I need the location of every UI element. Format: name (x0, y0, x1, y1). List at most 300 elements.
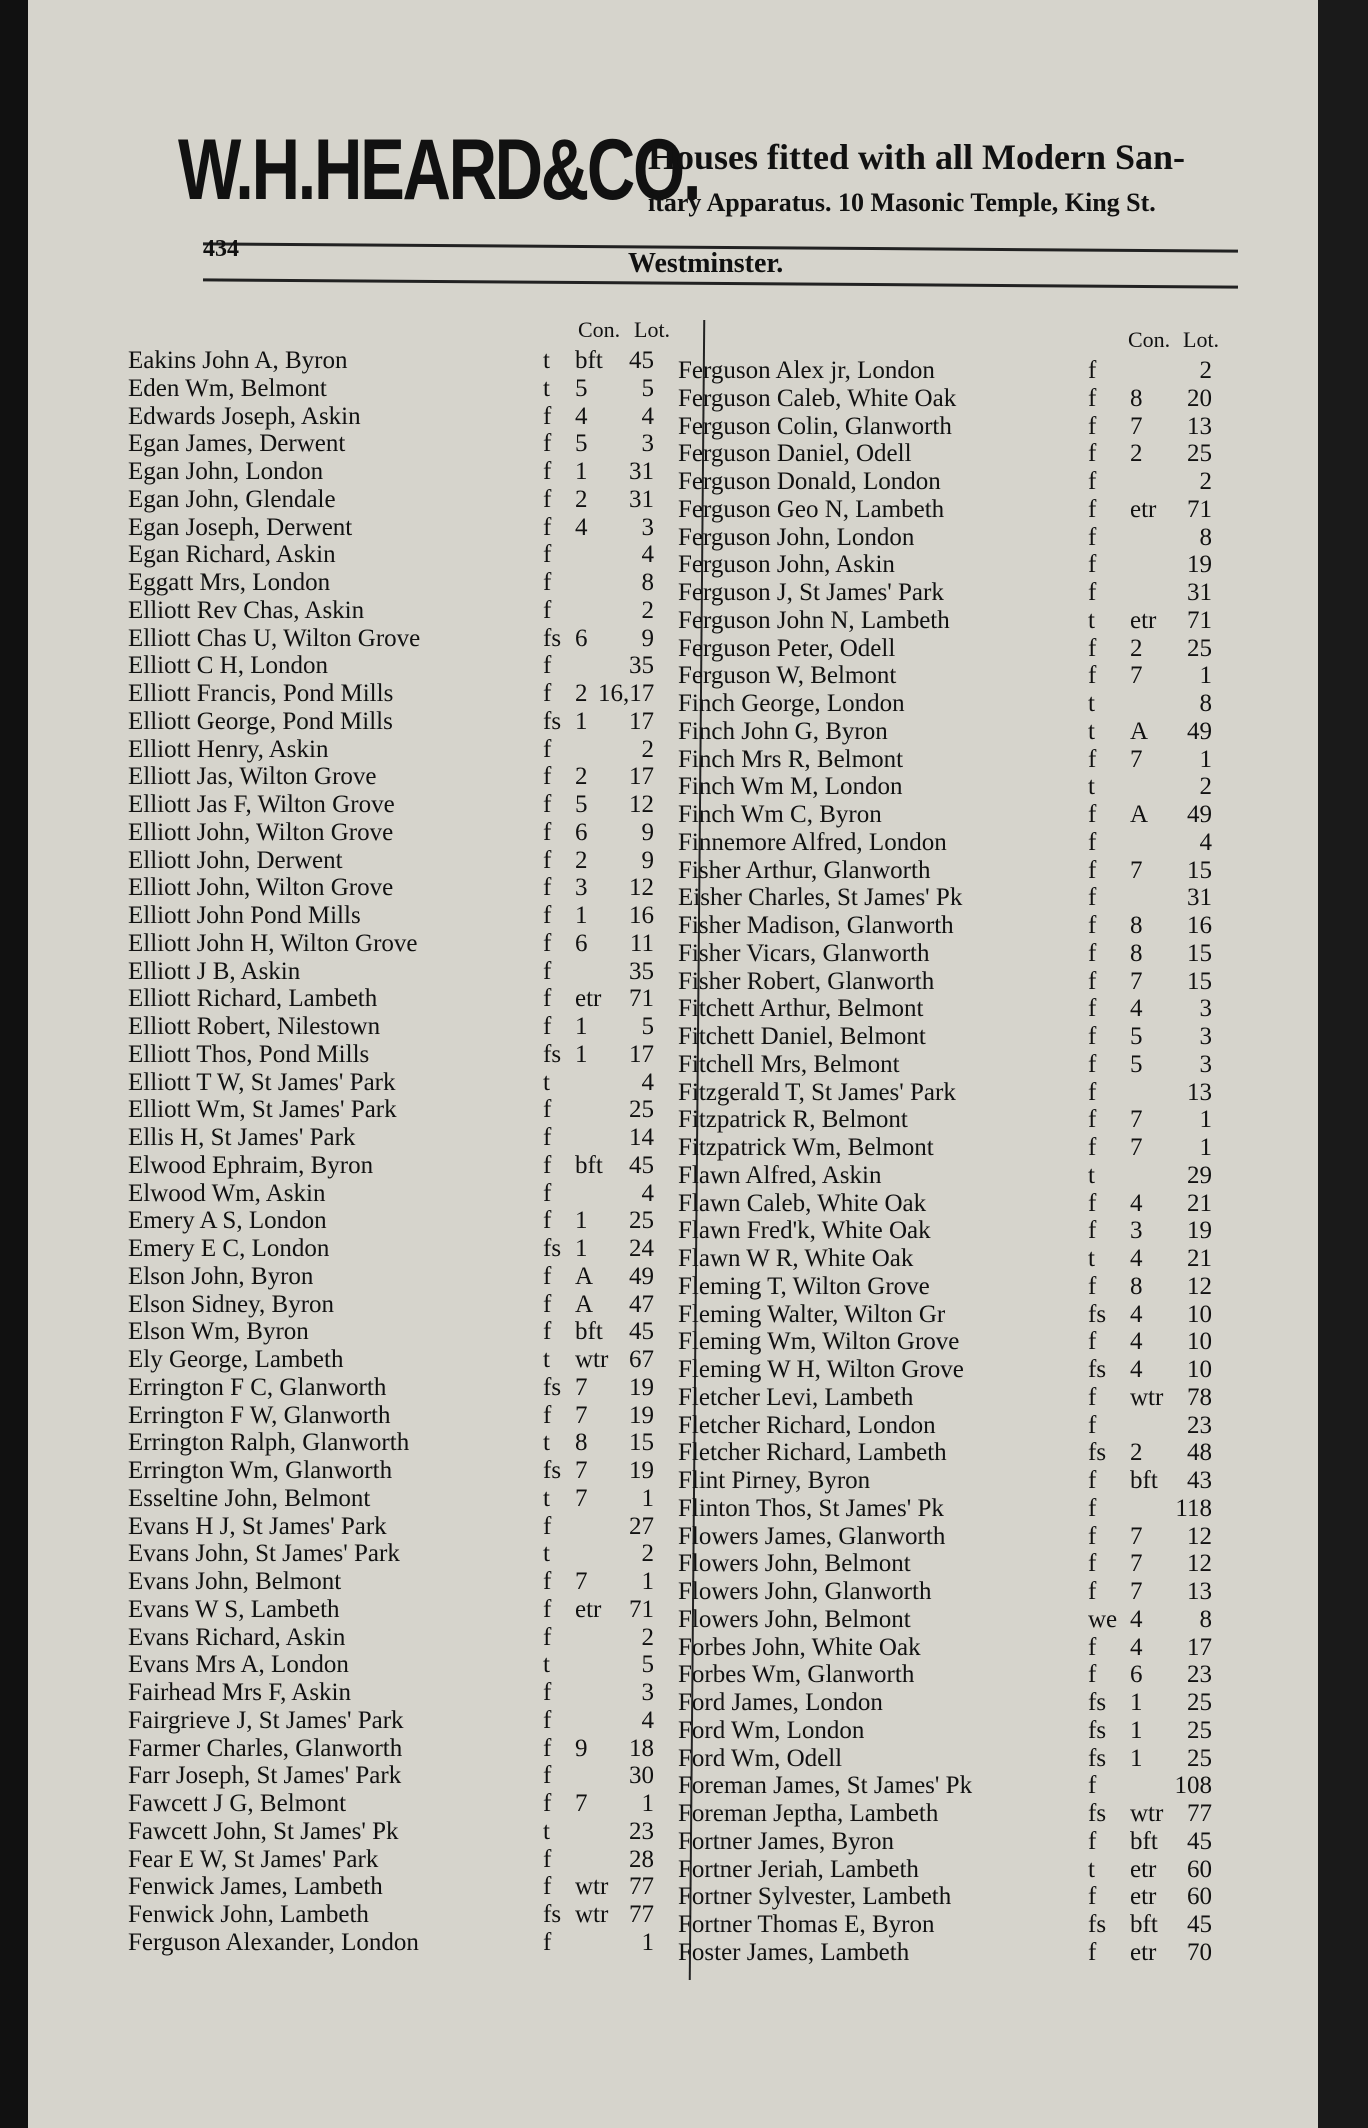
entry-lot: 45 (629, 347, 654, 374)
directory-entry (128, 985, 688, 1013)
entry-name: Errington F W, Glanworth (128, 1401, 391, 1429)
entry-type: fs (1088, 1800, 1107, 1827)
entry-concession: 5 (1130, 1050, 1143, 1078)
entry-type: f (543, 1179, 552, 1207)
entry-name: Fortner Thomas E, Byron (678, 1911, 935, 1938)
entry-name: Elliott Robert, Nilestown (128, 1013, 381, 1040)
entry-lot: 3 (641, 1679, 654, 1706)
entry-name: Elliott John H, Wilton Grove (128, 929, 418, 957)
entry-lot: 1 (641, 1790, 654, 1817)
entry-type: f (1088, 1522, 1097, 1550)
entry-name: Fairhead Mrs F, Askin (128, 1679, 351, 1706)
entry-name: Fawcett John, St James' Pk (128, 1817, 399, 1845)
directory-entry (128, 736, 688, 764)
entry-type: f (1088, 1772, 1097, 1800)
entry-type: f (543, 1623, 552, 1651)
directory-entry (128, 652, 688, 680)
entry-concession: 8 (575, 1429, 588, 1457)
entry-lot: 1 (1199, 662, 1212, 690)
entry-name: Foreman James, St James' Pk (678, 1772, 973, 1800)
directory-entry (678, 1911, 1238, 1939)
directory-entry (128, 1291, 688, 1319)
entry-name: Flinton Thos, St James' Pk (678, 1494, 944, 1522)
entry-concession: 2 (1130, 634, 1143, 662)
entry-type: f (1088, 1633, 1097, 1661)
entry-concession: 9 (575, 1734, 588, 1762)
entry-concession: 7 (575, 1373, 588, 1401)
directory-entry (678, 1384, 1238, 1412)
entry-lot: 17 (629, 707, 654, 735)
entry-name: Fletcher Richard, Lambeth (678, 1439, 947, 1467)
directory-entry (128, 375, 688, 403)
entry-type: fs (543, 707, 562, 735)
directory-entry (128, 1318, 688, 1346)
entry-concession: bft (575, 347, 603, 374)
directory-entry (128, 1041, 688, 1069)
entry-name: Elliott Chas U, Wilton Grove (128, 624, 421, 652)
directory-entry (128, 1485, 688, 1513)
entry-concession: 1 (1130, 1689, 1143, 1716)
entry-name: Ferguson John, London (678, 523, 915, 551)
entry-type: t (1088, 1161, 1095, 1189)
entry-lot: 13 (1187, 412, 1212, 440)
directory-entry (678, 1439, 1238, 1467)
directory-entry (128, 902, 688, 930)
brand-name: W.H.HEARD&CO. (178, 122, 700, 218)
directory-entry (128, 569, 688, 597)
entry-concession: 2 (575, 485, 588, 513)
entry-lot: 19 (1187, 551, 1212, 579)
entry-lot: 71 (1187, 495, 1212, 523)
entry-type: t (543, 1817, 550, 1845)
directory-entry (128, 430, 688, 458)
entry-lot: 18 (629, 1734, 654, 1762)
entry-lot: 35 (629, 652, 654, 680)
entry-type: f (543, 929, 552, 957)
entry-lot: 49 (1187, 717, 1212, 745)
entry-name: Fitchett Daniel, Belmont (678, 1023, 926, 1050)
entry-name: Elliott Henry, Askin (128, 735, 329, 763)
entry-lot: 8 (641, 569, 654, 596)
entry-lot: 2 (641, 596, 654, 624)
entry-name: Ferguson Peter, Odell (678, 634, 896, 662)
entry-lot: 10 (1187, 1356, 1212, 1383)
entry-lot: 45 (1187, 1827, 1212, 1855)
entry-type: f (543, 1262, 552, 1290)
entry-lot: 25 (1187, 1689, 1212, 1716)
entry-type: f (543, 1401, 552, 1429)
entry-name: Ferguson Geo N, Lambeth (678, 495, 945, 523)
directory-entry (128, 1513, 688, 1541)
entry-name: Flowers John, Glanworth (678, 1578, 932, 1605)
entry-name: Fawcett J G, Belmont (128, 1790, 347, 1817)
directory-entry (678, 718, 1238, 746)
directory-entry (678, 746, 1238, 774)
entry-concession: 8 (1130, 1272, 1143, 1300)
entry-type: f (1088, 1217, 1097, 1245)
entry-lot: 4 (1199, 828, 1212, 856)
entry-lot: 45 (629, 1151, 654, 1179)
entry-concession: wtr (1130, 1800, 1164, 1827)
entry-name: Fleming T, Wilton Grove (678, 1272, 930, 1300)
page-number: 434 (203, 236, 239, 262)
directory-entry (678, 1550, 1238, 1578)
directory-entry (678, 1578, 1238, 1606)
entry-name: Finch Mrs R, Belmont (678, 745, 904, 773)
directory-entry (128, 1124, 688, 1152)
entry-lot: 2 (641, 1623, 654, 1651)
entry-concession: etr (1130, 1938, 1157, 1966)
entry-lot: 19 (629, 1457, 654, 1484)
directory-entry (128, 763, 688, 791)
entry-name: Ferguson Colin, Glanworth (678, 412, 952, 440)
entry-type: t (543, 1346, 550, 1373)
entry-type: f (543, 485, 552, 513)
directory-entry (678, 1828, 1238, 1856)
directory-entry (128, 1096, 688, 1124)
entry-concession: 7 (575, 1790, 588, 1817)
entry-name: Fitzgerald T, St James' Park (678, 1078, 956, 1106)
entry-concession: A (575, 1290, 594, 1318)
entry-lot: 77 (629, 1873, 654, 1901)
entry-type: t (543, 1651, 550, 1679)
entry-lot: 28 (629, 1845, 654, 1873)
entry-name: Elliott Wm, St James' Park (128, 1096, 397, 1124)
entry-lot: 13 (1187, 1578, 1212, 1605)
directory-entry (128, 708, 688, 736)
entry-type: t (1088, 606, 1095, 634)
entry-lot: 12 (629, 874, 654, 902)
directory-entry (678, 1883, 1238, 1911)
entry-concession: 1 (575, 1013, 588, 1040)
directory-entry (678, 1023, 1238, 1051)
entry-lot: 3 (641, 513, 654, 541)
entry-type: f (1088, 1938, 1097, 1966)
entry-type: f (1088, 1078, 1097, 1106)
entry-name: Esseltine John, Belmont (128, 1484, 371, 1512)
entry-lot: 25 (629, 1207, 654, 1235)
directory-page (28, 0, 1318, 2128)
entry-lot: 118 (1175, 1494, 1212, 1522)
entry-name: Forbes Wm, Glanworth (678, 1661, 915, 1689)
entry-concession: 7 (575, 1401, 588, 1429)
entry-type: f (543, 430, 552, 458)
directory-entry (128, 819, 688, 847)
entry-lot: 48 (1187, 1439, 1212, 1467)
entry-name: Elliott George, Pond Mills (128, 707, 393, 735)
entry-lot: 21 (1187, 1245, 1212, 1272)
entry-type: f (543, 1207, 552, 1235)
entry-name: Egan James, Derwent (128, 430, 346, 458)
entry-lot: 13 (1187, 1078, 1212, 1106)
entry-lot: 49 (1187, 801, 1212, 828)
directory-entry (128, 514, 688, 542)
directory-entry (128, 1651, 688, 1679)
entry-type: f (1088, 828, 1097, 856)
entry-lot: 1 (641, 1484, 654, 1512)
entry-concession: 1 (575, 707, 588, 735)
entry-type: f (1088, 1328, 1097, 1356)
entry-concession: bft (1130, 1911, 1158, 1938)
entry-concession: 4 (1130, 1300, 1143, 1328)
entry-name: Elliott Rev Chas, Askin (128, 596, 365, 624)
entry-lot: 16,17 (598, 680, 655, 707)
directory-entry (128, 1374, 688, 1402)
entry-lot: 24 (629, 1235, 654, 1262)
directory-entry (678, 968, 1238, 996)
directory-entry (678, 1356, 1238, 1384)
entry-name: Fletcher Richard, London (678, 1411, 936, 1439)
entry-type: f (1088, 1383, 1097, 1411)
entry-type: fs (543, 1040, 562, 1068)
entry-name: Ferguson Caleb, White Oak (678, 384, 957, 412)
entry-name: Ford Wm, Odell (678, 1744, 843, 1772)
right-column-header (678, 327, 1238, 357)
entry-concession: bft (1130, 1467, 1158, 1494)
entry-type: f (543, 763, 552, 791)
entry-name: Fitzpatrick R, Belmont (678, 1106, 908, 1134)
entry-lot: 29 (1187, 1161, 1212, 1189)
entry-lot: 25 (1187, 440, 1212, 468)
entry-concession: 7 (575, 1457, 588, 1484)
directory-entry (678, 579, 1238, 607)
directory-entry (678, 1051, 1238, 1079)
entry-concession: 4 (575, 513, 588, 541)
directory-entry (678, 1772, 1238, 1800)
directory-entry (678, 1106, 1238, 1134)
directory-entry (678, 1412, 1238, 1440)
entry-name: Fleming Wm, Wilton Grove (678, 1328, 960, 1356)
entry-name: Farmer Charles, Glanworth (128, 1734, 403, 1762)
entry-lot: 3 (1199, 1050, 1212, 1078)
entry-concession: 1 (1130, 1716, 1143, 1744)
entry-concession: etr (575, 1595, 602, 1623)
page-edge-shadow (1318, 0, 1368, 2128)
entry-name: Fortner James, Byron (678, 1827, 894, 1855)
entry-lot: 3 (641, 430, 654, 458)
directory-entry (678, 1634, 1238, 1662)
entry-concession: 4 (1130, 1245, 1143, 1272)
entry-concession: 2 (575, 680, 588, 707)
directory-entry (678, 607, 1238, 635)
entry-name: Flawn W R, White Oak (678, 1245, 914, 1272)
entry-name: Fitchett Arthur, Belmont (678, 995, 924, 1023)
entry-lot: 4 (641, 1179, 654, 1207)
entry-lot: 5 (641, 1013, 654, 1040)
entry-name: Elliott John Pond Mills (128, 902, 361, 929)
entry-type: f (1088, 440, 1097, 468)
entry-type: t (543, 374, 550, 402)
directory-entry (128, 1873, 688, 1901)
entry-type: f (1088, 523, 1097, 551)
directory-entry (128, 847, 688, 875)
directory-entry (128, 1180, 688, 1208)
entry-lot: 15 (1187, 939, 1212, 967)
entry-type: f (1088, 801, 1097, 828)
directory-entry (678, 1328, 1238, 1356)
entry-lot: 8 (1199, 690, 1212, 717)
entry-concession: 2 (1130, 440, 1143, 468)
entry-lot: 4 (641, 402, 654, 430)
entry-type: t (543, 347, 550, 374)
entry-lot: 5 (641, 1651, 654, 1679)
entry-concession: 4 (1130, 1633, 1143, 1661)
entry-lot: 4 (641, 1706, 654, 1734)
entry-name: Elliott John, Wilton Grove (128, 874, 394, 902)
directory-entry (678, 801, 1238, 829)
entry-name: Fear E W, St James' Park (128, 1845, 379, 1873)
entry-type: f (1088, 939, 1097, 967)
entry-lot: 2 (1199, 773, 1212, 801)
entry-lot: 43 (1187, 1467, 1212, 1494)
entry-lot: 30 (629, 1762, 654, 1790)
entry-name: Elliott John, Wilton Grove (128, 818, 394, 846)
entry-name: Egan John, Glendale (128, 485, 336, 513)
entry-lot: 77 (629, 1901, 654, 1928)
entry-lot: 15 (629, 1429, 654, 1457)
entry-lot: 71 (1187, 606, 1212, 634)
entry-concession: wtr (575, 1346, 609, 1373)
entry-type: f (1088, 634, 1097, 662)
entry-name: Foster James, Lambeth (678, 1938, 910, 1966)
entry-type: fs (543, 1457, 562, 1484)
directory-entry (128, 1929, 688, 1957)
entry-type: f (1088, 1411, 1097, 1439)
entry-concession: 7 (1130, 1134, 1143, 1161)
directory-entry (678, 1661, 1238, 1689)
entry-type: f (1088, 1050, 1097, 1078)
directory-entry (128, 874, 688, 902)
entry-lot: 4 (641, 1068, 654, 1096)
ad-tagline-line1: Houses fitted with all Modern San- (648, 137, 1186, 177)
entry-concession: 1 (575, 902, 588, 929)
entry-type: f (543, 902, 552, 929)
entry-type: f (543, 985, 552, 1013)
entry-concession: 5 (1130, 1023, 1143, 1050)
entry-type: f (1088, 1272, 1097, 1300)
entry-lot: 8 (1199, 523, 1212, 551)
entry-type: f (543, 1679, 552, 1706)
directory-entry (678, 857, 1238, 885)
directory-entry (128, 791, 688, 819)
entry-lot: 27 (629, 1512, 654, 1540)
entry-type: t (1088, 690, 1095, 717)
entry-concession: bft (1130, 1827, 1158, 1855)
entry-lot: 45 (1187, 1911, 1212, 1938)
entry-type: f (1088, 1494, 1097, 1522)
directory-entry (128, 958, 688, 986)
entry-lot: 67 (629, 1346, 654, 1373)
entry-lot: 25 (1187, 1744, 1212, 1772)
entry-concession: 7 (1130, 412, 1143, 440)
entry-name: Ferguson W, Belmont (678, 662, 897, 690)
entry-name: Ferguson Alexander, London (128, 1928, 419, 1956)
entry-type: fs (543, 1373, 562, 1401)
entry-name: Errington Wm, Glanworth (128, 1457, 393, 1484)
entry-concession: 2 (575, 763, 588, 791)
directory-entry (678, 440, 1238, 468)
entry-type: f (543, 541, 552, 569)
entry-concession: 6 (575, 624, 588, 652)
directory-entry (678, 1245, 1238, 1273)
entry-lot: 31 (629, 458, 654, 485)
directory-entry (678, 773, 1238, 801)
entry-concession: etr (1130, 495, 1157, 523)
entry-lot: 25 (629, 1096, 654, 1124)
entry-type: f (543, 1124, 552, 1151)
directory-entry (128, 1762, 688, 1790)
entry-type: fs (1088, 1439, 1107, 1467)
right-column (678, 327, 1238, 1967)
entry-name: Ferguson John, Askin (678, 551, 895, 579)
entry-concession: 4 (1130, 995, 1143, 1023)
entry-type: f (1088, 1578, 1097, 1605)
entry-type: f (1088, 1883, 1097, 1911)
entry-lot: 11 (629, 929, 654, 957)
entry-type: t (543, 1068, 550, 1096)
left-column-header (128, 317, 688, 347)
entry-concession: wtr (575, 1873, 609, 1901)
entry-type: f (543, 846, 552, 874)
entry-concession: 1 (575, 1040, 588, 1068)
entry-name: Elson Sidney, Byron (128, 1290, 335, 1318)
entry-type: t (543, 1540, 550, 1568)
entry-lot: 25 (1187, 634, 1212, 662)
entry-type: f (543, 1290, 552, 1318)
entry-name: Fisher Robert, Glanworth (678, 967, 935, 995)
entry-concession: wtr (575, 1901, 609, 1928)
entry-name: Elwood Wm, Askin (128, 1179, 326, 1207)
entry-type: f (543, 874, 552, 902)
entry-name: Evans John, St James' Park (128, 1540, 400, 1568)
entry-name: Elliott Francis, Pond Mills (128, 680, 394, 707)
entry-concession: 7 (1130, 745, 1143, 773)
entry-type: f (1088, 856, 1097, 884)
left-column (128, 317, 688, 1957)
entry-lot: 12 (629, 791, 654, 818)
directory-entry (678, 468, 1238, 496)
directory-entry (678, 496, 1238, 524)
directory-entry (128, 1540, 688, 1568)
entry-type: fs (543, 624, 562, 652)
directory-entry (678, 1745, 1238, 1773)
entry-type: fs (1088, 1300, 1107, 1328)
entry-concession: 7 (1130, 1106, 1143, 1134)
entry-concession: 3 (1130, 1217, 1143, 1245)
entry-lot: 17 (629, 1040, 654, 1068)
entry-lot: 1 (1199, 1134, 1212, 1161)
entry-lot: 10 (1187, 1328, 1212, 1356)
entry-concession: etr (1130, 1855, 1157, 1883)
entry-lot: 2 (641, 735, 654, 763)
entry-type: f (1088, 1023, 1097, 1050)
directory-entry (678, 1190, 1238, 1218)
entry-lot: 25 (1187, 1716, 1212, 1744)
directory-entry (128, 1069, 688, 1097)
entry-lot: 16 (629, 902, 654, 929)
entry-lot: 108 (1174, 1772, 1212, 1800)
entry-type: f (543, 1151, 552, 1179)
entry-type: t (1088, 1855, 1095, 1883)
directory-entry (678, 1800, 1238, 1828)
entry-type: f (1088, 468, 1097, 495)
entry-name: Ferguson Alex jr, London (678, 357, 935, 384)
entry-name: Eisher Charles, St James' Pk (678, 884, 963, 912)
entry-concession: 5 (575, 374, 588, 402)
con-header: Con. (578, 317, 621, 342)
entry-name: Eden Wm, Belmont (128, 374, 327, 402)
entry-name: Evans John, Belmont (128, 1568, 342, 1595)
